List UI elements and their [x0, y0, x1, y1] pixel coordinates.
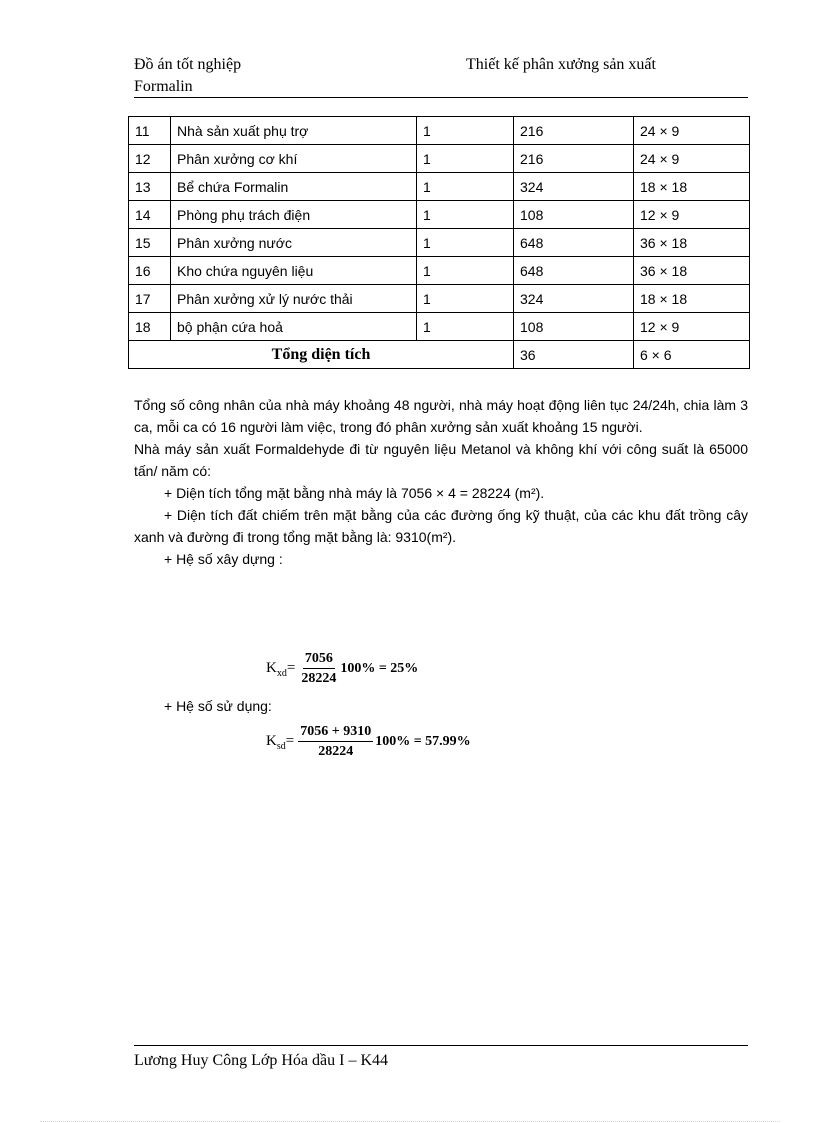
row-name: Kho chứa nguyên liệu — [171, 257, 417, 285]
area-table-body — [129, 117, 750, 369]
row-number: 18 — [129, 313, 171, 341]
total-label: Tổng diện tích — [129, 341, 514, 369]
row-name: Phân xưởng nước — [171, 229, 417, 257]
row-area: 648 — [514, 229, 634, 257]
row-area: 108 — [514, 313, 634, 341]
formula-result: 100% = 25% — [340, 661, 419, 676]
row-name: Nhà sản xuất phụ trợ — [171, 117, 417, 145]
row-quantity: 1 — [417, 313, 514, 341]
paragraph-build-coefficient: + Hệ số xây dựng : — [164, 551, 283, 567]
table-row — [129, 201, 750, 229]
row-area: 324 — [514, 285, 634, 313]
row-area: 648 — [514, 257, 634, 285]
area-table — [128, 116, 750, 369]
row-name: Phân xưởng cơ khí — [171, 145, 417, 173]
row-dimensions: 36 × 18 — [634, 229, 750, 257]
row-dimensions: 18 × 18 — [634, 173, 750, 201]
table-row — [129, 173, 750, 201]
row-name: Bể chứa Formalin — [171, 173, 417, 201]
row-quantity: 1 — [417, 285, 514, 313]
table-total-row — [129, 341, 750, 369]
row-number: 11 — [129, 117, 171, 145]
table-row — [129, 285, 750, 313]
formula-use-coefficient — [266, 724, 471, 760]
row-quantity: 1 — [417, 173, 514, 201]
row-dimensions: 18 × 18 — [634, 285, 750, 313]
row-name: Phân xưởng xử lý nước thải — [171, 285, 417, 313]
footer-rule — [134, 1045, 748, 1046]
row-dimensions: 36 × 18 — [634, 257, 750, 285]
row-area: 324 — [514, 173, 634, 201]
formula-denominator: 28224 — [318, 744, 354, 759]
row-dimensions: 24 × 9 — [634, 117, 750, 145]
table-row — [129, 229, 750, 257]
table-row — [129, 145, 750, 173]
header-right: Thiết kế phân xưởng sản xuất — [466, 56, 656, 73]
formula-fraction — [299, 651, 338, 687]
row-area: 108 — [514, 201, 634, 229]
paragraph-use-coefficient: + Hệ số sử dụng: — [164, 698, 272, 714]
header-left — [134, 54, 241, 98]
row-quantity: 1 — [417, 257, 514, 285]
row-dimensions: 24 × 9 — [634, 145, 750, 173]
row-name: Phòng phụ trách điện — [171, 201, 417, 229]
body-text — [134, 394, 748, 570]
row-dimensions: 12 × 9 — [634, 313, 750, 341]
paragraph-workers: Tổng số công nhân của nhà máy khoảng 48 người, nhà máy hoạt động liên tục 24/24h, chia làm 3 ca, mỗi ca có 16 người làm việc, trong đó phân xưởng sản xuất khoảng 15 người. — [134, 397, 748, 435]
footer-author: Lương Huy Công Lớp Hóa dầu I – K44 — [134, 1052, 389, 1069]
row-number: 13 — [129, 173, 171, 201]
row-quantity: 1 — [417, 229, 514, 257]
header-rule — [134, 97, 748, 98]
table-row — [129, 313, 750, 341]
formula-lhs: $K_{sd}=$ — [266, 732, 295, 752]
formula-result: 100% = 57.99% — [375, 734, 471, 749]
row-quantity: 1 — [417, 145, 514, 173]
page-edge — [40, 1121, 780, 1122]
header-title: Đồ án tốt nghiệp — [134, 56, 242, 73]
header-subtitle: Formalin — [134, 78, 193, 95]
paragraph-occupied-area: + Diện tích đất chiếm trên mặt bằng của các đường ống kỹ thuật, của các khu đất trồng cây xanh và đường đi trong tổng mặt bằng là: 9310(m²). — [134, 507, 748, 545]
table-row — [129, 257, 750, 285]
formula-denominator: 28224 — [301, 671, 337, 686]
row-number: 12 — [129, 145, 171, 173]
formula-fraction — [298, 724, 373, 760]
formula-build-coefficient — [266, 651, 418, 687]
total-area: 36 — [514, 341, 634, 369]
row-number: 14 — [129, 201, 171, 229]
row-quantity: 1 — [417, 117, 514, 145]
row-area: 216 — [514, 145, 634, 173]
row-name: bộ phận cứa hoả — [171, 313, 417, 341]
formula-numerator: 7056 — [303, 651, 335, 669]
formula-lhs: $K_{xd}=$ — [266, 659, 296, 679]
paragraph-capacity: Nhà máy sản xuất Formaldehyde đi từ nguyên liệu Metanol và không khí với công suất là 65000 tấn/ năm có: — [134, 441, 748, 479]
row-number: 17 — [129, 285, 171, 313]
row-area: 216 — [514, 117, 634, 145]
row-number: 16 — [129, 257, 171, 285]
formula-numerator: 7056 + 9310 — [298, 724, 373, 742]
table-row — [129, 117, 750, 145]
total-dimensions: 6 × 6 — [634, 341, 750, 369]
paragraph-total-area: + Diện tích tổng mặt bằng nhà máy là 7056 × 4 = 28224 (m²). — [164, 485, 545, 501]
row-dimensions: 12 × 9 — [634, 201, 750, 229]
row-number: 15 — [129, 229, 171, 257]
row-quantity: 1 — [417, 201, 514, 229]
